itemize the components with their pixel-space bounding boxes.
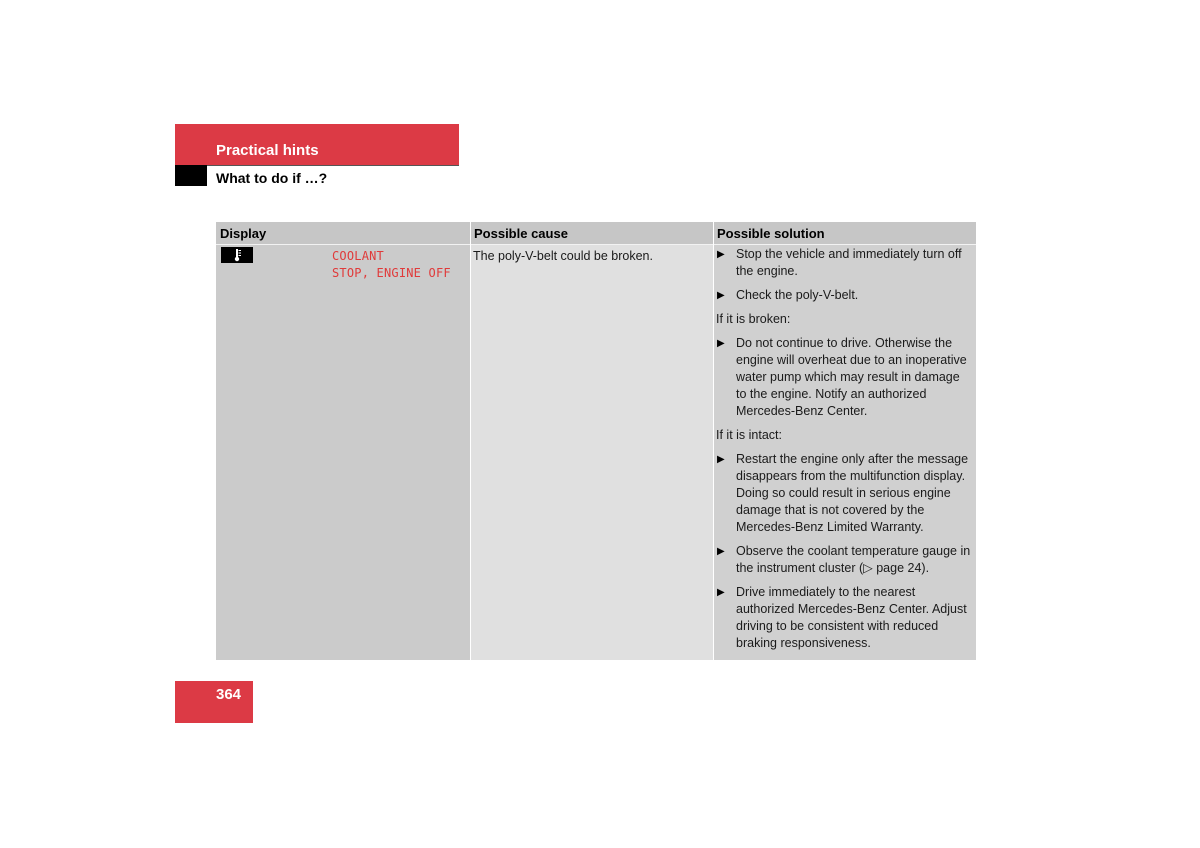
display-message-line: STOP, ENGINE OFF [332,266,451,280]
page-number-box [175,681,253,723]
column-divider [470,222,471,660]
page-number: 364 [216,686,242,703]
solution-step-text: Restart the engine only after the message disappears from the multifunction display. Doing so could result in serious engine damage that is not covered by the Mercedes-Benz Limited Warranty. [736,452,969,534]
solution-step-text: Stop the vehicle and immediately turn off the engine. [736,247,962,278]
solution-condition: If it is intact: [716,428,782,442]
solution-step [716,451,972,536]
section-title: Practical hints [216,142,319,159]
column-header-display: Display [220,226,267,241]
bullet-arrow-icon: ▶ [717,587,725,598]
display-message [332,248,451,282]
solution-step-text: Check the poly-V-belt. [736,288,859,302]
column-divider [713,222,714,660]
solution-step-text: Observe the coolant temperature gauge in the instrument cluster (▷ page 24). [736,544,971,575]
subsection-title: What to do if …? [216,170,328,186]
solution-list [716,246,972,659]
solution-step [716,287,972,304]
table-header [216,222,976,244]
display-message-line: COOLANT [332,249,384,263]
solution-step [716,335,972,420]
display-cell [216,244,470,660]
solution-condition: If it is broken: [716,312,791,326]
column-header-solution: Possible solution [717,226,825,241]
solution-step [716,584,972,652]
solution-step-text: Drive immediately to the nearest authorized Mercedes-Benz Center. Adjust driving to be consistent with reduced braking responsiveness. [736,585,967,650]
header-row-divider [216,244,976,245]
bullet-arrow-icon: ▶ [717,338,725,349]
bullet-arrow-icon: ▶ [717,249,725,260]
column-header-cause: Possible cause [474,226,568,241]
possible-cause-text: The poly-V-belt could be broken. [473,249,653,263]
troubleshooting-table [216,222,976,660]
subsection-marker [175,165,207,186]
bullet-arrow-icon: ▶ [717,546,725,557]
coolant-temperature-icon [221,247,253,263]
solution-step [716,246,972,280]
solution-step-text: Do not continue to drive. Otherwise the engine will overheat due to an inoperative water pump which may result in damage to the engine. Notify an authorized Mercedes-Benz Center. [736,336,967,418]
bullet-arrow-icon: ▶ [717,290,725,301]
header-divider [207,165,459,166]
solution-step [716,543,972,577]
bullet-arrow-icon: ▶ [717,454,725,465]
cause-cell [470,244,713,660]
